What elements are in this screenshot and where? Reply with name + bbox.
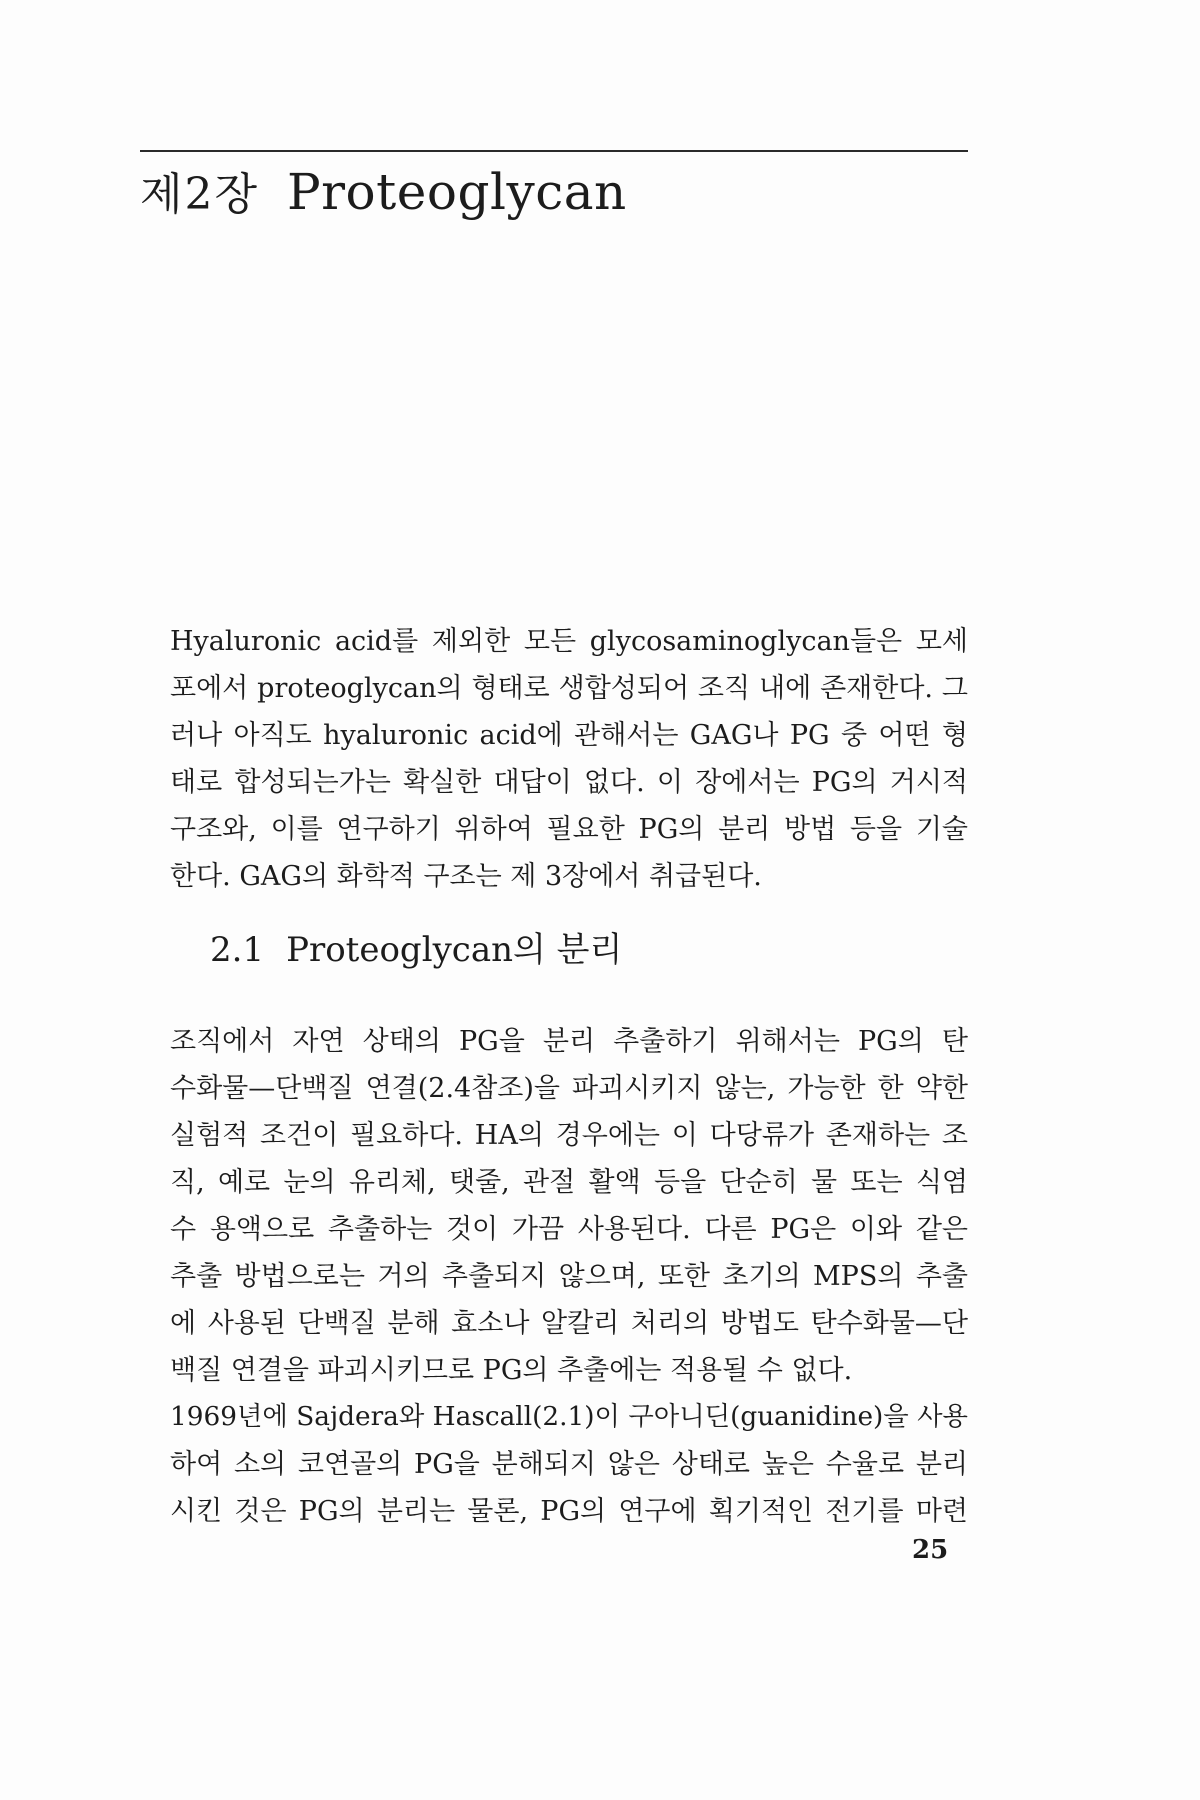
text-line: 수 용액으로 추출하는 것이 가끔 사용된다. 다른 PG은 이와 같은 (170, 1214, 968, 1245)
text-line: 1969년에 Sajdera와 Hascall(2.1)이 구아니딘(guanidine)을 사용 (170, 1402, 968, 1432)
header-rule (140, 150, 968, 152)
text-line: 태로 합성되는가는 확실한 대답이 없다. 이 장에서는 PG의 거시적 (170, 767, 968, 798)
chapter-label: 제2장 (140, 169, 260, 220)
text-line: 시킨 것은 PG의 분리는 물론, PG의 연구에 획기적인 전기를 마련 (170, 1496, 968, 1527)
chapter-heading (140, 158, 968, 228)
text-line: 에 사용된 단백질 분해 효소나 알칼리 처리의 방법도 탄수화물—단 (170, 1308, 968, 1339)
page-number: 25 (912, 1535, 949, 1565)
intro-paragraph (170, 618, 968, 900)
text-line: 하여 소의 코연골의 PG을 분해되지 않은 상태로 높은 수율로 분리 (170, 1449, 968, 1480)
text-line: 실험적 조건이 필요하다. HA의 경우에는 이 다당류가 존재하는 조 (170, 1120, 968, 1151)
text-line: 직, 예로 눈의 유리체, 탯줄, 관절 활액 등을 단순히 물 또는 식염 (170, 1167, 968, 1198)
chapter-title: Proteoglycan (287, 163, 627, 221)
text-line: 수화물—단백질 연결(2.4참조)을 파괴시키지 않는, 가능한 한 약한 (170, 1073, 968, 1104)
section-title: Proteoglycan의 분리 (286, 930, 623, 970)
text-line: Hyaluronic acid를 제외한 모든 glycosaminoglycan들은 모세 (170, 626, 968, 657)
section-heading (210, 922, 622, 971)
text-line: 구조와, 이를 연구하기 위하여 필요한 PG의 분리 방법 등을 기술 (170, 814, 968, 845)
section-number: 2.1 (210, 930, 265, 970)
text-line: 한다. GAG의 화학적 구조는 제 3장에서 취급된다. (170, 861, 762, 892)
text-line: 백질 연결을 파괴시키므로 PG의 추출에는 적용될 수 없다. (170, 1355, 853, 1386)
text-line: 조직에서 자연 상태의 PG을 분리 추출하기 위해서는 PG의 탄 (170, 1026, 968, 1057)
section-paragraph (170, 1018, 968, 1535)
text-line: 포에서 proteoglycan의 형태로 생합성되어 조직 내에 존재한다. 그 (170, 673, 968, 704)
text-line: 러나 아직도 hyaluronic acid에 관해서는 GAG나 PG 중 어떤 형 (170, 720, 968, 751)
text-line: 추출 방법으로는 거의 추출되지 않으며, 또한 초기의 MPS의 추출 (170, 1261, 968, 1292)
